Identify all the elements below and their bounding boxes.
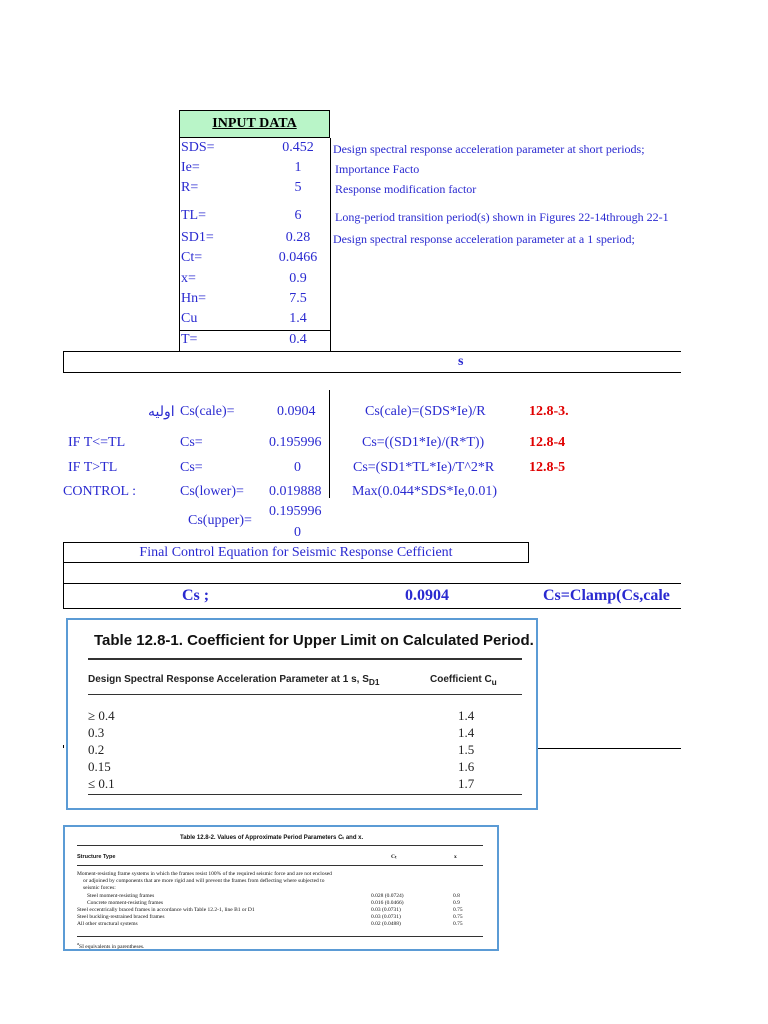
- table2-x-cell: 0.75: [453, 907, 463, 913]
- table2-title: Table 12.8-2. Values of Approximate Period Parameters Cₜ and x.: [180, 835, 364, 841]
- table1-cu-cell: 1.5: [458, 742, 475, 757]
- table1-cu-cell: 1.4: [458, 708, 475, 723]
- cs-lower-cond: CONTROL :: [63, 484, 136, 499]
- table2-col1-header: Structure Type: [77, 854, 116, 860]
- input-description: Long-period transition period(s) shown in Figures 22-14through 22-1: [335, 210, 669, 224]
- table1-cu-cell: 1.6: [458, 759, 475, 774]
- table2-type-cell: Steel buckling-restrained braced frames: [77, 914, 165, 920]
- table-12-8-2: [63, 825, 499, 951]
- cs-long-formula: Cs=(SD1*TL*Ie)/T^2*R: [353, 460, 495, 475]
- cs-short-cond: IF T<=TL: [68, 435, 126, 450]
- table2-footnote: $^a$SI equivalents in parentheses.: [77, 941, 145, 950]
- table2-ct-cell: 0.016 (0.0466): [371, 900, 404, 906]
- section-left-edge: [63, 351, 64, 373]
- cs-upper-value-2: 0: [294, 525, 301, 540]
- table2-type-cell: All other structural systems: [77, 921, 138, 927]
- final-control-title: Final Control Equation for Seismic Response Cefficient: [63, 542, 529, 563]
- table2-ct-cell: 0.03 (0.0731): [371, 914, 401, 920]
- table1-top-rule: [88, 658, 522, 660]
- table1-header-rule: [88, 694, 522, 695]
- input-description: Response modification factor: [335, 182, 477, 196]
- table1-sd1-cell: 0.2: [88, 742, 105, 757]
- input-value: 0.4: [289, 332, 307, 347]
- final-value: 0.0904: [405, 587, 449, 604]
- final-top-rule: [63, 583, 681, 584]
- input-value: 0.28: [285, 230, 311, 245]
- final-label: Cs ;: [182, 587, 210, 604]
- units-label: s: [458, 354, 464, 369]
- table1-bottom-rule: [88, 794, 522, 795]
- cs-short-formula: Cs=((SD1*Ie)/(R*T)): [362, 435, 485, 450]
- input-label: R=: [181, 180, 199, 195]
- table1-sd1-cell: 0.15: [88, 759, 111, 774]
- table2-x-cell: 0.8: [453, 893, 460, 899]
- cs-cale-label: Cs(cale)=: [180, 404, 235, 419]
- input-label: x=: [181, 271, 196, 286]
- input-label: Ie=: [181, 160, 200, 175]
- table2-intro-line: seismic forces:: [83, 885, 116, 891]
- table1-sd1-cell: ≤ 0.1: [88, 776, 115, 791]
- cs-cale-value: 0.0904: [277, 404, 316, 419]
- input-description: Design spectral response acceleration parameter at short periods;: [333, 142, 645, 156]
- section-bottom-rule: [63, 372, 681, 373]
- input-value: 0.9: [289, 271, 307, 286]
- cs-upper-label: Cs(upper)=: [188, 513, 252, 528]
- cs-long-value: 0: [294, 460, 301, 475]
- table1-sd1-cell: ≥ 0.4: [88, 708, 115, 723]
- cs-cale-formula: Cs(cale)=(SDS*Ie)/R: [365, 404, 486, 419]
- input-value: 7.5: [289, 291, 307, 306]
- cs-cale-ref: 12.8-3.: [529, 404, 569, 419]
- input-value: 6: [294, 208, 302, 223]
- input-label: SDS=: [181, 140, 215, 155]
- table2-ct-cell: 0.02 (0.0488): [371, 921, 401, 927]
- input-value: 1.4: [289, 311, 307, 326]
- table2-x-cell: 0.75: [453, 914, 463, 920]
- cs-cale-prefix: اوليه: [148, 405, 175, 420]
- input-data-header: INPUT DATA: [179, 110, 330, 138]
- cs-long-label: Cs=: [180, 460, 203, 475]
- input-left-border: [179, 138, 180, 351]
- table-12-8-1: [66, 618, 538, 810]
- input-description: Importance Facto: [335, 162, 420, 176]
- input-label: Cu: [181, 311, 198, 326]
- input-label: TL=: [181, 208, 206, 223]
- table1-cu-cell: 1.7: [458, 776, 475, 791]
- cs-short-value: 0.195996: [269, 435, 322, 450]
- final-formula: Cs=Clamp(Cs,cale: [543, 587, 670, 604]
- input-value: 0.452: [282, 140, 314, 155]
- cs-lower-formula: Max(0.044*SDS*Ie,0.01): [352, 484, 498, 499]
- cs-lower-label: Cs(lower)=: [180, 484, 244, 499]
- table2-top-rule: [77, 845, 483, 846]
- table1-cu-cell: 1.4: [458, 725, 475, 740]
- table1-title: Table 12.8-1. Coefficient for Upper Limit on Calculated Period.: [94, 632, 534, 649]
- cs-short-label: Cs=: [180, 435, 203, 450]
- cs-short-ref: 12.8-4: [529, 435, 566, 450]
- input-value: 1: [294, 160, 302, 175]
- stray-rule: [538, 748, 681, 749]
- final-left-edge: [63, 563, 64, 609]
- calc-divider: [329, 390, 330, 498]
- input-label: SD1=: [181, 230, 214, 245]
- input-value: 0.0466: [278, 250, 318, 265]
- table2-ct-cell: 0.03 (0.0731): [371, 907, 401, 913]
- input-label: T=: [181, 332, 198, 347]
- table2-col2-header: Cₜ: [391, 854, 397, 860]
- table1-col1-header: Design Spectral Response Acceleration Parameter at 1 s, $S_{D1}$: [88, 674, 380, 687]
- table2-bottom-rule: [77, 936, 483, 937]
- table1-sd1-cell: 0.3: [88, 725, 105, 740]
- table2-intro-line: or adjoined by components that are more rigid and will prevent the frames from deflecting where subjected to: [83, 878, 325, 884]
- table2-ct-cell: 0.028 (0.0724): [371, 893, 404, 899]
- input-label: Hn=: [181, 291, 207, 306]
- cs-upper-value-1: 0.195996: [269, 504, 322, 519]
- table1-col2-header: Coefficient $C_u$: [430, 674, 497, 687]
- table2-type-cell: Concrete moment-resisting frames: [87, 900, 164, 906]
- cs-long-ref: 12.8-5: [529, 460, 566, 475]
- t-row-separator: [179, 330, 331, 331]
- table2-x-cell: 0.9: [453, 900, 460, 906]
- cs-lower-value: 0.019888: [269, 484, 322, 499]
- table2-col3-header: x: [454, 854, 457, 860]
- table2-type-cell: Steel moment-resisting frames: [87, 893, 155, 899]
- cs-long-cond: IF T>TL: [68, 460, 118, 475]
- section-top-rule: [63, 351, 681, 352]
- input-label: Ct=: [181, 250, 203, 265]
- table2-type-cell: Steel eccentrically braced frames in accordance with Table 12.2-1, line B1 or D1: [77, 907, 255, 913]
- final-bottom-rule: [63, 608, 681, 609]
- stray-tick: [63, 745, 64, 748]
- table2-header-rule: [77, 865, 483, 866]
- input-value: 5: [294, 180, 302, 195]
- input-description: Design spectral response acceleration parameter at a 1 speriod;: [333, 232, 635, 246]
- input-right-border: [330, 138, 331, 351]
- table2-x-cell: 0.75: [453, 921, 463, 927]
- table2-intro-line: Moment-resisting frame systems in which the frames resist 100% of the required seismic force and are not enclosed: [77, 871, 332, 877]
